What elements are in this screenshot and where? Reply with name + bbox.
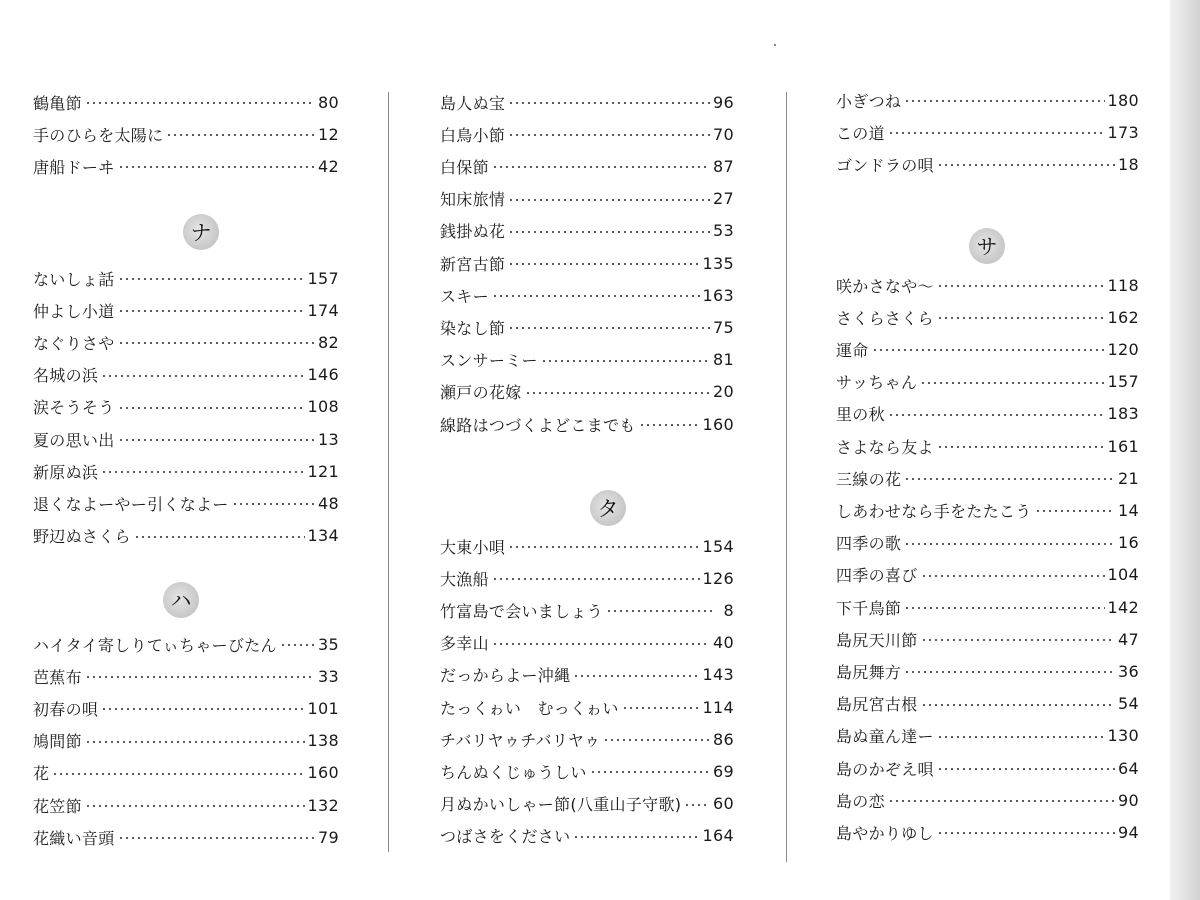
page-number: 173 bbox=[1107, 122, 1139, 142]
dot-leader bbox=[118, 310, 305, 312]
toc-entry bbox=[440, 723, 734, 755]
dot-leader bbox=[937, 768, 1115, 770]
dot-leader bbox=[508, 199, 710, 201]
page-number: 21 bbox=[1118, 468, 1139, 488]
dot-leader bbox=[492, 166, 710, 168]
toc-entry bbox=[33, 487, 339, 519]
song-title: 運命 bbox=[836, 340, 869, 360]
song-title: サッちゃん bbox=[836, 373, 918, 393]
toc-entry bbox=[440, 86, 734, 118]
toc-entry bbox=[33, 455, 339, 487]
song-title: この道 bbox=[836, 123, 885, 143]
page-number: 69 bbox=[713, 761, 734, 781]
song-title: 大東小唄 bbox=[440, 537, 506, 557]
song-title: 四季の歌 bbox=[836, 534, 902, 554]
page-number: 157 bbox=[307, 268, 339, 288]
page-number: 75 bbox=[713, 317, 734, 337]
dot-leader bbox=[134, 536, 305, 538]
dot-leader bbox=[508, 102, 710, 104]
toc-entry bbox=[33, 628, 339, 660]
song-title: 仲よし小道 bbox=[33, 301, 115, 321]
page-number: 138 bbox=[307, 731, 339, 751]
dot-leader bbox=[904, 100, 1104, 102]
dot-leader bbox=[921, 575, 1105, 577]
toc-entry bbox=[836, 462, 1139, 494]
toc-entry bbox=[440, 247, 734, 279]
toc-entry bbox=[836, 784, 1139, 816]
dot-leader bbox=[85, 102, 315, 104]
toc-entry bbox=[836, 623, 1139, 655]
page-number: 90 bbox=[1118, 790, 1139, 810]
dot-leader bbox=[508, 327, 710, 329]
dot-leader bbox=[888, 132, 1105, 134]
section-badge: サ bbox=[969, 228, 1005, 264]
dot-leader bbox=[118, 407, 305, 409]
page-number: 36 bbox=[1118, 661, 1139, 681]
toc-entry bbox=[33, 150, 339, 182]
toc-entry bbox=[440, 788, 734, 820]
page-number: 48 bbox=[318, 493, 339, 513]
toc-entry bbox=[440, 530, 734, 562]
toc-entry bbox=[33, 789, 339, 821]
dot-leader bbox=[85, 676, 315, 678]
page-number: 160 bbox=[702, 414, 734, 434]
song-title: 島のかぞえ唄 bbox=[836, 759, 934, 779]
dot-leader bbox=[280, 644, 315, 646]
toc-entry bbox=[33, 660, 339, 692]
song-title: 涙そうそう bbox=[33, 398, 115, 418]
toc-entry bbox=[440, 344, 734, 376]
song-title: 花織い音頭 bbox=[33, 828, 115, 848]
toc-entry bbox=[33, 391, 339, 423]
song-title: 島やかりゆし bbox=[836, 823, 934, 843]
dot-leader bbox=[118, 342, 316, 344]
toc-entry bbox=[33, 86, 339, 118]
toc-entry bbox=[440, 215, 734, 247]
dot-leader bbox=[118, 166, 316, 168]
page-number: 8 bbox=[723, 600, 734, 620]
song-title: 咲かさなや〜 bbox=[836, 276, 934, 296]
page-number: 80 bbox=[318, 92, 339, 112]
dot-leader bbox=[118, 837, 316, 839]
dot-leader bbox=[508, 263, 699, 265]
toc-entry bbox=[440, 627, 734, 659]
page-number: 160 bbox=[307, 763, 339, 783]
dot-leader bbox=[85, 741, 305, 743]
dot-leader bbox=[920, 382, 1104, 384]
song-title: 鳩間節 bbox=[33, 732, 82, 752]
dot-leader bbox=[937, 736, 1105, 738]
song-title: 三線の花 bbox=[836, 469, 902, 489]
song-title: 芭蕉布 bbox=[33, 667, 82, 687]
page-number: 120 bbox=[1107, 339, 1139, 359]
page-number: 13 bbox=[318, 429, 339, 449]
toc-entry bbox=[440, 820, 734, 852]
dot-leader bbox=[606, 610, 715, 612]
song-title: つばさをください bbox=[440, 827, 571, 847]
dot-leader bbox=[492, 578, 700, 580]
toc-entry bbox=[836, 269, 1139, 301]
page-number: 162 bbox=[1107, 307, 1139, 327]
toc-entry bbox=[836, 655, 1139, 687]
song-title: 退くなよーやー引くなよー bbox=[33, 494, 229, 514]
toc-entry bbox=[836, 559, 1139, 591]
page-number: 53 bbox=[713, 221, 734, 241]
print-speck bbox=[774, 44, 776, 46]
dot-leader bbox=[101, 708, 304, 710]
dot-leader bbox=[937, 446, 1105, 448]
song-title: 名城の浜 bbox=[33, 366, 99, 386]
page-number: 183 bbox=[1107, 404, 1139, 424]
dot-leader bbox=[101, 471, 304, 473]
toc-entry bbox=[440, 118, 734, 150]
song-title: 大漁船 bbox=[440, 569, 489, 589]
page-number: 79 bbox=[318, 827, 339, 847]
song-title: ゴンドラの唄 bbox=[836, 155, 934, 175]
song-title: 島尻天川節 bbox=[836, 630, 918, 650]
page-number: 60 bbox=[713, 794, 734, 814]
dot-leader bbox=[622, 707, 700, 709]
page-number: 64 bbox=[1118, 758, 1139, 778]
song-title: 竹富島で会いましょう bbox=[440, 601, 604, 621]
toc-entry bbox=[836, 752, 1139, 784]
song-title: 夏の思い出 bbox=[33, 430, 115, 450]
toc-entry bbox=[33, 692, 339, 724]
page-number: 18 bbox=[1118, 154, 1139, 174]
song-title: 瀬戸の花嫁 bbox=[440, 383, 522, 403]
dot-leader bbox=[904, 478, 1115, 480]
toc-entry bbox=[440, 311, 734, 343]
dot-leader bbox=[888, 800, 1115, 802]
toc-entry bbox=[836, 84, 1139, 116]
page-number: 87 bbox=[713, 156, 734, 176]
toc-entry bbox=[836, 527, 1139, 559]
dot-leader bbox=[904, 543, 1115, 545]
song-title: なぐりさや bbox=[33, 333, 115, 353]
column-divider-right bbox=[786, 92, 787, 862]
song-title: チバリヤゥチバリヤゥ bbox=[440, 730, 601, 750]
song-title: 野辺ぬさくら bbox=[33, 527, 131, 547]
dot-leader bbox=[921, 639, 1116, 641]
dot-leader bbox=[921, 704, 1116, 706]
song-title: ハイタイ寄しりてぃちゃーびたん bbox=[33, 635, 277, 655]
song-title: 四季の喜び bbox=[836, 566, 918, 586]
dot-leader bbox=[232, 503, 315, 505]
page-number: 163 bbox=[702, 285, 734, 305]
song-title: 新原ぬ浜 bbox=[33, 462, 99, 482]
toc-entry bbox=[440, 691, 734, 723]
section-badge: タ bbox=[590, 490, 626, 526]
song-title: スンサーミー bbox=[440, 351, 538, 371]
page-number: 82 bbox=[318, 332, 339, 352]
dot-leader bbox=[508, 134, 710, 136]
song-title: 線路はつづくよどこまでも bbox=[440, 415, 636, 435]
page-number: 164 bbox=[702, 826, 734, 846]
toc-entry bbox=[440, 183, 734, 215]
toc-entry bbox=[836, 494, 1139, 526]
toc-entry bbox=[33, 725, 339, 757]
dot-leader bbox=[904, 607, 1104, 609]
toc-entry bbox=[33, 821, 339, 853]
toc-entry bbox=[33, 520, 339, 552]
toc-entry bbox=[33, 262, 339, 294]
song-title: 唐船ドーヰ bbox=[33, 157, 115, 177]
song-title: ちんぬくじゅうしい bbox=[440, 762, 587, 782]
dot-leader bbox=[1035, 510, 1115, 512]
song-title: 花 bbox=[33, 764, 50, 784]
page-number: 101 bbox=[307, 698, 339, 718]
page-number: 81 bbox=[713, 350, 734, 370]
dot-leader bbox=[937, 164, 1115, 166]
dot-leader bbox=[508, 546, 699, 548]
toc-entry bbox=[33, 359, 339, 391]
page-number: 108 bbox=[307, 397, 339, 417]
page-number: 20 bbox=[713, 382, 734, 402]
page-number: 47 bbox=[1118, 629, 1139, 649]
toc-entry bbox=[440, 279, 734, 311]
toc-entry bbox=[836, 688, 1139, 720]
page-number: 161 bbox=[1107, 436, 1139, 456]
column-divider-left bbox=[388, 92, 389, 852]
page-number: 54 bbox=[1118, 694, 1139, 714]
toc-entry bbox=[836, 366, 1139, 398]
page-number: 135 bbox=[702, 253, 734, 273]
song-title: 島尻舞方 bbox=[836, 662, 902, 682]
song-title: さよなら友よ bbox=[836, 437, 934, 457]
page-number: 94 bbox=[1118, 822, 1139, 842]
song-title: 新宮古節 bbox=[440, 254, 506, 274]
song-title: 白保節 bbox=[440, 157, 489, 177]
toc-entry bbox=[33, 757, 339, 789]
song-title: スキー bbox=[440, 286, 489, 306]
section-badge: ナ bbox=[183, 214, 219, 250]
dot-leader bbox=[492, 295, 700, 297]
page-number: 142 bbox=[1107, 597, 1139, 617]
dot-leader bbox=[118, 278, 305, 280]
song-title: 島尻宮古根 bbox=[836, 695, 918, 715]
toc-entry bbox=[33, 423, 339, 455]
toc-entry bbox=[440, 755, 734, 787]
toc-entry bbox=[836, 430, 1139, 462]
page-number: 27 bbox=[713, 189, 734, 209]
song-title: 白鳥小節 bbox=[440, 125, 506, 145]
page-number: 146 bbox=[307, 365, 339, 385]
dot-leader bbox=[603, 739, 710, 741]
page-number: 134 bbox=[307, 526, 339, 546]
dot-leader bbox=[541, 360, 710, 362]
song-title: 下千鳥節 bbox=[836, 598, 902, 618]
dot-leader bbox=[937, 317, 1105, 319]
page-number: 96 bbox=[713, 92, 734, 112]
toc-entry bbox=[440, 659, 734, 691]
book-page-edge bbox=[1170, 0, 1200, 900]
toc-entry bbox=[836, 398, 1139, 430]
page-number: 14 bbox=[1118, 500, 1139, 520]
page-number: 154 bbox=[702, 536, 734, 556]
song-title: 島人ぬ宝 bbox=[440, 93, 506, 113]
song-title: 染なし節 bbox=[440, 318, 506, 338]
toc-entry bbox=[836, 816, 1139, 848]
song-title: 月ぬかいしゃー節(八重山子守歌) bbox=[440, 795, 682, 815]
dot-leader bbox=[573, 836, 699, 838]
song-title: 里の秋 bbox=[836, 405, 885, 425]
toc-entry bbox=[440, 594, 734, 626]
page-number: 12 bbox=[318, 124, 339, 144]
toc-entry bbox=[836, 148, 1139, 180]
toc-entry bbox=[836, 301, 1139, 333]
dot-leader bbox=[573, 675, 699, 677]
toc-entry bbox=[440, 562, 734, 594]
dot-leader bbox=[166, 134, 315, 136]
toc-entry bbox=[836, 333, 1139, 365]
page-number: 16 bbox=[1118, 533, 1139, 553]
toc-entry bbox=[33, 118, 339, 150]
toc-entry bbox=[33, 294, 339, 326]
dot-leader bbox=[904, 671, 1115, 673]
song-title: さくらさくら bbox=[836, 308, 934, 328]
dot-leader bbox=[101, 375, 304, 377]
dot-leader bbox=[684, 804, 710, 806]
page-number: 157 bbox=[1107, 372, 1139, 392]
page-number: 114 bbox=[702, 697, 734, 717]
song-title: 島の恋 bbox=[836, 791, 885, 811]
section-badge: ハ bbox=[163, 582, 199, 618]
toc-entry bbox=[33, 326, 339, 358]
song-title: 鶴亀節 bbox=[33, 93, 82, 113]
page-number: 40 bbox=[713, 633, 734, 653]
page-number: 126 bbox=[702, 568, 734, 588]
page-number: 130 bbox=[1107, 726, 1139, 746]
dot-leader bbox=[508, 231, 710, 233]
page-number: 33 bbox=[318, 666, 339, 686]
page-number: 121 bbox=[307, 461, 339, 481]
dot-leader bbox=[872, 349, 1105, 351]
dot-leader bbox=[52, 773, 304, 775]
page-number: 70 bbox=[713, 124, 734, 144]
dot-leader bbox=[85, 805, 305, 807]
dot-leader bbox=[492, 643, 710, 645]
song-title: 小ぎつね bbox=[836, 91, 902, 111]
toc-entry bbox=[440, 376, 734, 408]
song-title: だっからよー沖縄 bbox=[440, 666, 571, 686]
page-number: 132 bbox=[307, 795, 339, 815]
song-title: 島ぬ童ん達ー bbox=[836, 727, 934, 747]
song-title: ないしょ話 bbox=[33, 269, 115, 289]
dot-leader bbox=[118, 439, 316, 441]
dot-leader bbox=[937, 832, 1115, 834]
song-title: 銭掛ぬ花 bbox=[440, 222, 506, 242]
toc-entry bbox=[836, 591, 1139, 623]
toc-entry bbox=[836, 720, 1139, 752]
page-number: 86 bbox=[713, 729, 734, 749]
song-title: 花笠節 bbox=[33, 796, 82, 816]
dot-leader bbox=[639, 424, 700, 426]
song-title: たっくゎい むっくゎい bbox=[440, 698, 619, 718]
song-title: 多幸山 bbox=[440, 634, 489, 654]
dot-leader bbox=[888, 414, 1105, 416]
song-title: 手のひらを太陽に bbox=[33, 125, 164, 145]
song-title: 知床旅情 bbox=[440, 190, 506, 210]
page-number: 174 bbox=[307, 300, 339, 320]
song-title: 初春の唄 bbox=[33, 699, 99, 719]
page-number: 118 bbox=[1107, 275, 1139, 295]
page-number: 42 bbox=[318, 156, 339, 176]
dot-leader bbox=[937, 285, 1105, 287]
page-number: 104 bbox=[1107, 565, 1139, 585]
toc-entry bbox=[440, 408, 734, 440]
dot-leader bbox=[525, 392, 711, 394]
dot-leader bbox=[590, 771, 710, 773]
song-title: しあわせなら手をたたこう bbox=[836, 501, 1032, 521]
toc-entry bbox=[440, 150, 734, 182]
toc-entry bbox=[836, 116, 1139, 148]
page-number: 180 bbox=[1107, 90, 1139, 110]
page-number: 35 bbox=[318, 634, 339, 654]
page-number: 143 bbox=[702, 665, 734, 685]
